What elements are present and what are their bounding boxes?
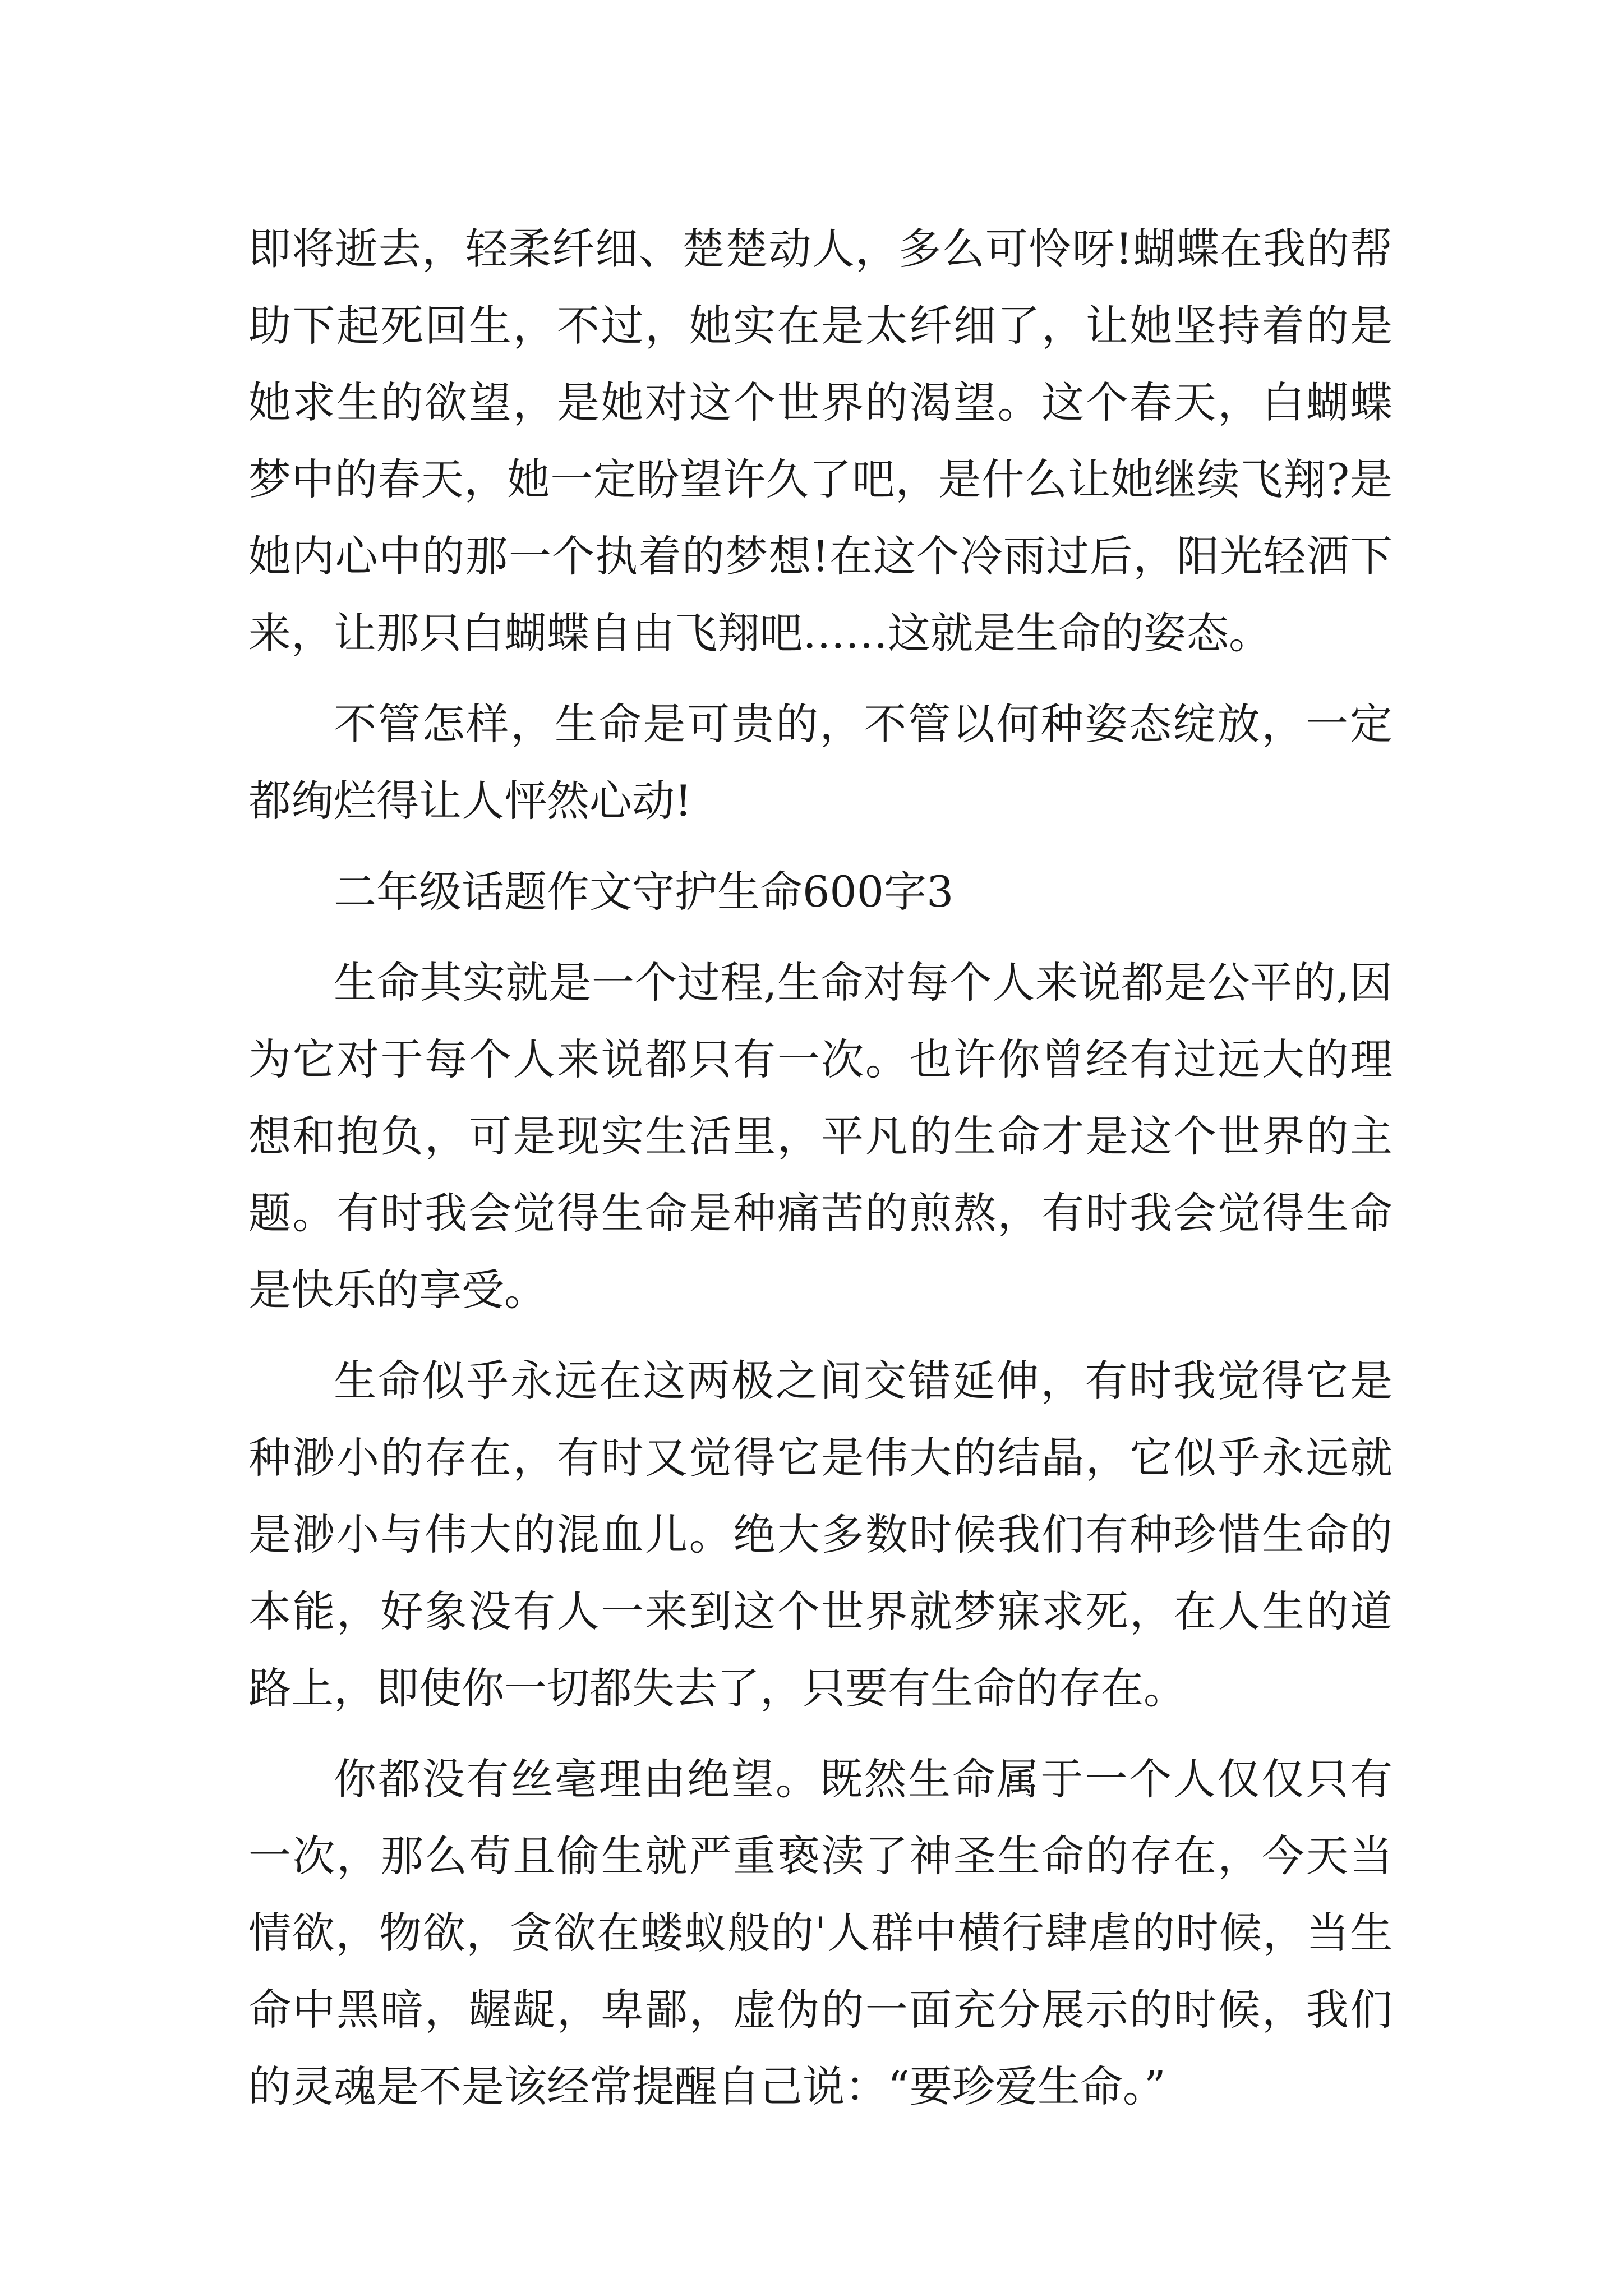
section-heading: 二年级话题作文守护生命600字3 — [334, 867, 954, 917]
paragraph-5: 你都没有丝毫理由绝望。既然生命属于一个人仅仅只有一次，那么苟且偷生就严重亵渎了神圣生命的存在，今天当情欲，物欲，贪欲在蝼蚁般的'人群中横行肆虐的时候，当生命中黑暗，龌龊，卑鄙，虚伪的一面充分展示的时候，我们的灵魂是不是该经常提醒自己说：“要珍爱生命。” — [248, 1754, 1393, 2111]
paragraph-3: 生命其实就是一个过程,生命对每个人来说都是公平的,因为它对于每个人来说都只有一次。也许你曾经有过远大的理想和抱负，可是现实生活里，平凡的生命才是这个世界的主题。有时我会觉得生命是种痛苦的煎熬，有时我会觉得生命是快乐的享受。 — [248, 958, 1393, 1315]
paragraph-1: 即将逝去，轻柔纤细、楚楚动人，多么可怜呀!蝴蝶在我的帮助下起死回生，不过，她实在是太纤细了，让她坚持着的是她求生的欲望，是她对这个世界的渴望。这个春天，白蝴蝶梦中的春天，她一定盼望许久了吧，是什么让她继续飞翔?是她内心中的那一个执着的梦想!在这个冷雨过后，阳光轻洒下来，让那只白蝴蝶自由飞翔吧……这就是生命的姿态。 — [248, 224, 1393, 658]
document-body — [248, 210, 1393, 2139]
paragraph-4: 生命似乎永远在这两极之间交错延伸，有时我觉得它是种渺小的存在，有时又觉得它是伟大的结晶，它似乎永远就是渺小与伟大的混血儿。绝大多数时候我们有种珍惜生命的本能，好象没有人一来到这个世界就梦寐求死，在人生的道路上，即使你一切都失去了，只要有生命的存在。 — [248, 1356, 1393, 1713]
paragraph-2: 不管怎样，生命是可贵的，不管以何种姿态绽放，一定都绚烂得让人怦然心动! — [248, 699, 1393, 826]
